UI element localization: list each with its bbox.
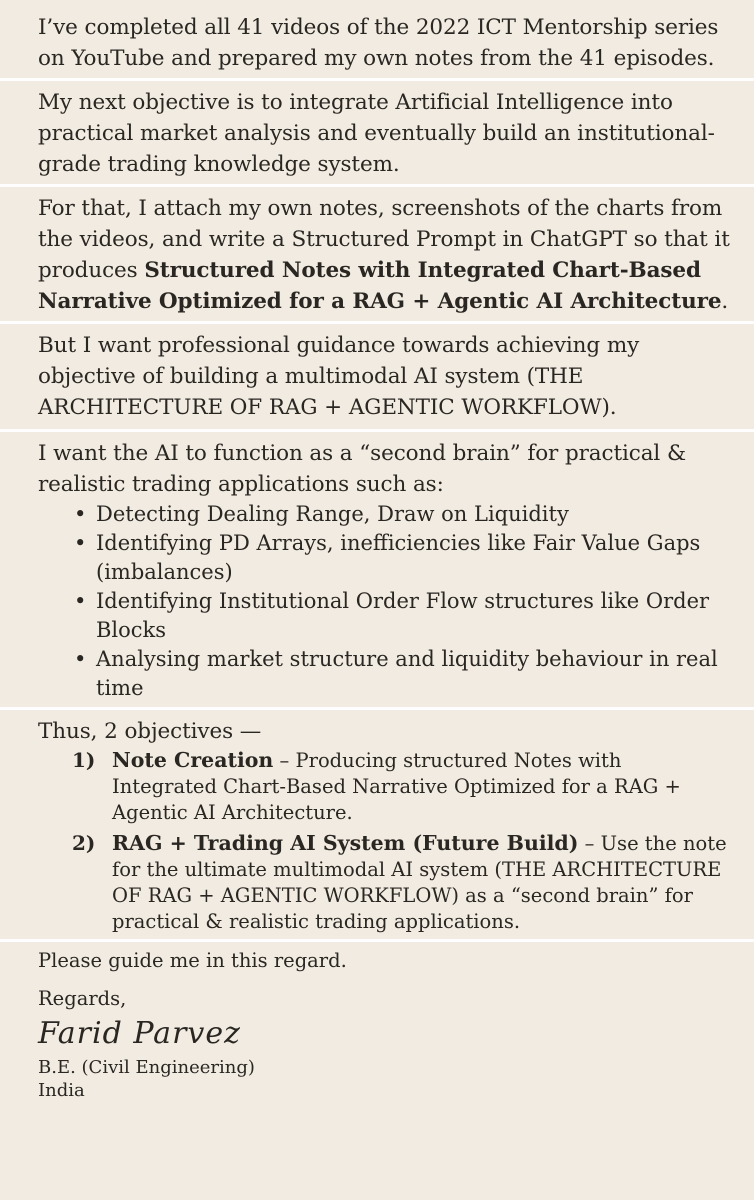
objective-body: Use the note for the ultimate multimodal AI system (THE ARCHITECTURE OF RAG + AGENTIC WORKFLOW) as a “second brain” for practical & realistic trading applications. — [112, 832, 727, 933]
country-text: India — [38, 1080, 85, 1101]
closing-request: Please guide me in this regard. — [38, 949, 347, 972]
objective-number: 2) — [72, 831, 96, 855]
objective-heading: RAG + Trading AI System (Future Build) — [112, 831, 579, 855]
method-end: . — [721, 289, 729, 314]
signature: Farid Parvez — [38, 1016, 241, 1051]
list-item: • Detecting Dealing Range, Draw on Liquidity — [74, 500, 730, 529]
method-text: For that, I attach my own notes, screenshots of the charts from the videos, and write a Structured Prompt in ChatGPT so that it produces — [38, 196, 730, 283]
divider — [0, 184, 754, 187]
divider — [0, 321, 754, 324]
paragraph-guidance: But I want professional guidance towards achieving my objective of building a multimodal AI system (THE ARCHITECTURE OF RAG + AGENTIC WORKFLOW). — [38, 333, 640, 420]
paragraph-second-brain: I want the AI to function as a “second brain” for practical & realistic trading applications such as: — [38, 441, 686, 497]
list-item: • Identifying PD Arrays, inefficiencies like Fair Value Gaps (imbalances) — [74, 529, 730, 587]
objectives-intro: Thus, 2 objectives — — [38, 719, 262, 744]
list-item: • Analysing market structure and liquidity behaviour in real time — [74, 645, 730, 703]
objective-heading: Note Creation — [112, 748, 274, 772]
objective-body: Producing structured Notes with Integrated Chart-Based Narrative Optimized for a RAG + Agentic AI Architecture. — [112, 749, 681, 824]
objectives-list — [38, 747, 730, 935]
divider — [0, 707, 754, 710]
divider — [0, 429, 754, 432]
divider — [0, 78, 754, 81]
paragraph-objective: My next objective is to integrate Artificial Intelligence into practical market analysis and eventually build an institutional-grade trading knowledge system. — [38, 90, 715, 177]
applications-list — [38, 500, 730, 703]
degree-text: B.E. (Civil Engineering) — [38, 1057, 255, 1078]
objective-separator: – — [273, 749, 296, 772]
regards-text: Regards, — [38, 987, 127, 1010]
list-item: • Identifying Institutional Order Flow structures like Order Blocks — [74, 587, 730, 645]
objective-item — [72, 830, 730, 935]
objective-item — [72, 747, 730, 826]
paragraph-intro: I’ve completed all 41 videos of the 2022 ICT Mentorship series on YouTube and prepared my own notes from the 41 episodes. — [38, 15, 719, 71]
signature-block — [38, 1014, 730, 1054]
objective-separator: – — [578, 832, 601, 855]
objective-number: 1) — [72, 748, 96, 772]
paragraph-method — [38, 193, 730, 317]
divider — [0, 939, 754, 942]
method-bold-text: Structured Notes with Integrated Chart-Based Narrative Optimized for a RAG + Agentic AI Architecture — [38, 258, 722, 314]
